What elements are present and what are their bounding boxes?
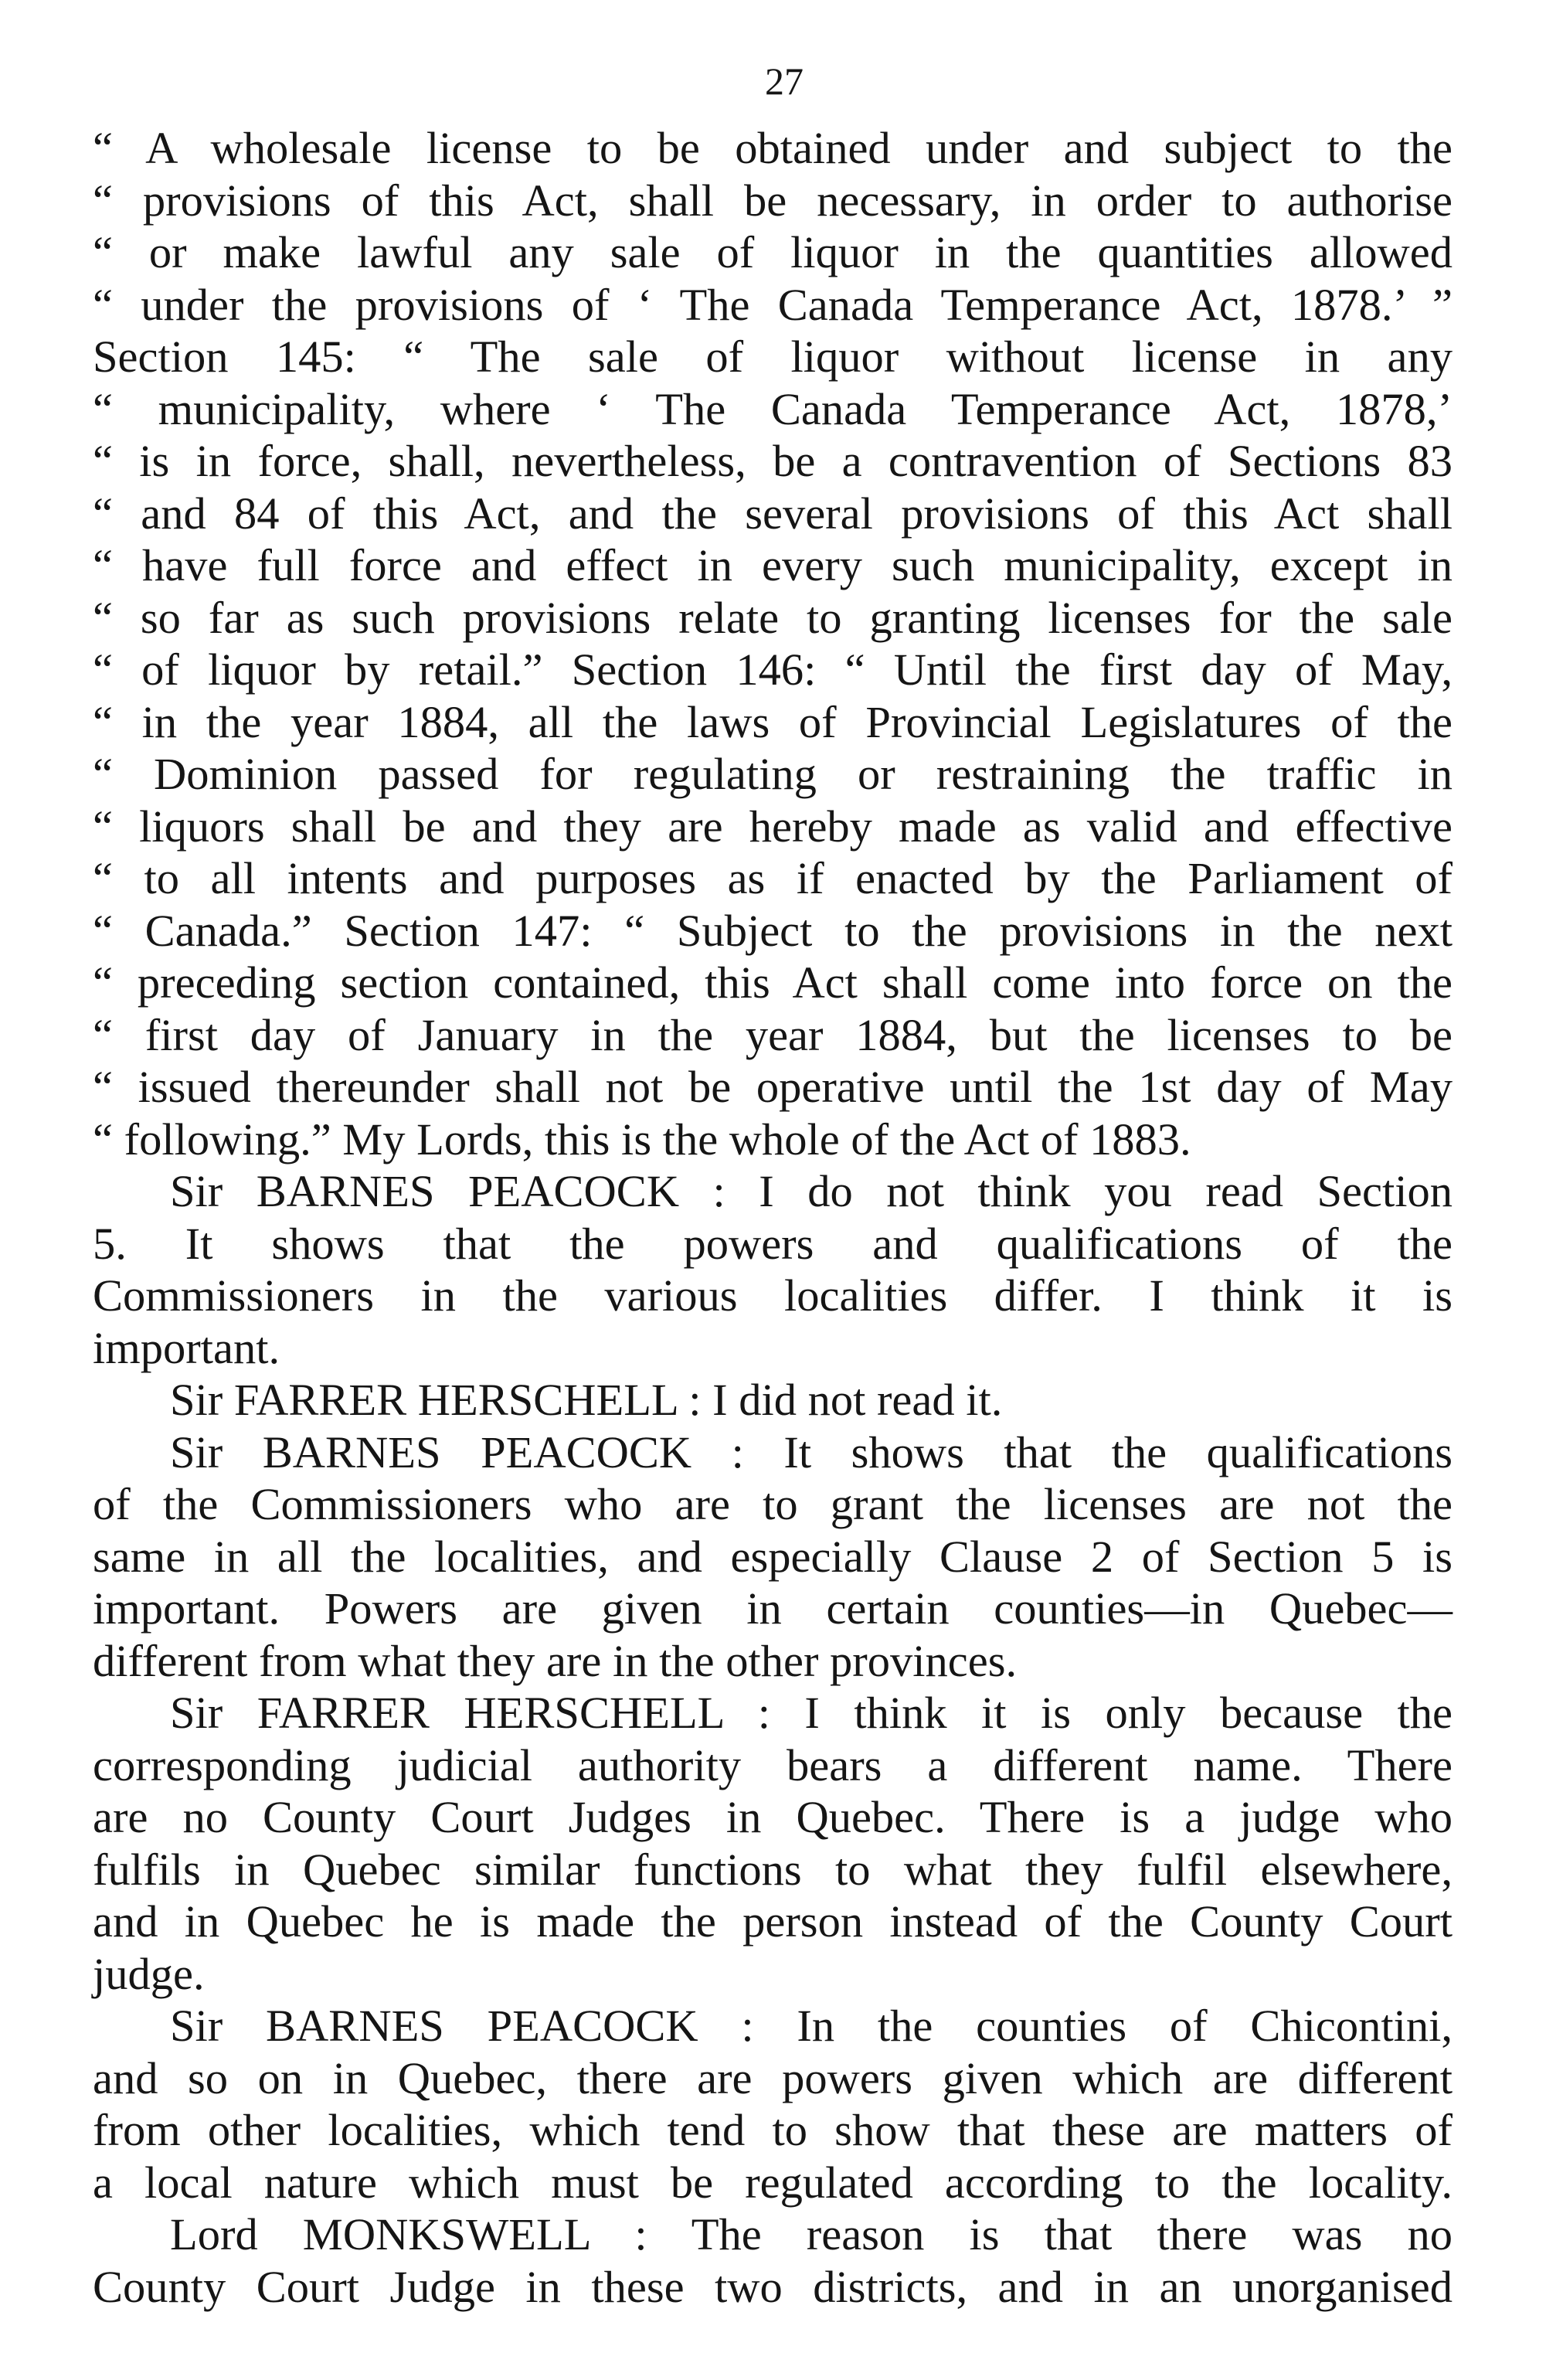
text-line: “ and 84 of this Act, and the several provisions of this Act shall bbox=[93, 488, 1453, 539]
text-line: 5. It shows that the powers and qualifications of the bbox=[93, 1218, 1453, 1269]
text-line: judge. bbox=[93, 1948, 205, 1999]
text-line: “ liquors shall be and they are hereby made as valid and effective bbox=[93, 801, 1453, 852]
text-line: Section 145: “ The sale of liquor without license in any bbox=[93, 332, 1453, 382]
text-line: “ first day of January in the year 1884, but the licenses to be bbox=[93, 1009, 1453, 1060]
text-line: corresponding judicial authority bears a different name. There bbox=[93, 1739, 1453, 1790]
text-line: Sir BARNES PEACOCK : In the counties of Chicontini, bbox=[170, 2001, 1453, 2051]
text-line: fulfils in Quebec similar functions to what they fulfil elsewhere, bbox=[93, 1844, 1453, 1895]
text-line: “ following.” My Lords, this is the whole of the Act of 1883. bbox=[93, 1114, 1191, 1164]
text-line: “ to all intents and purposes as if enacted by the Parliament of bbox=[93, 853, 1453, 903]
text-line: “ A wholesale license to be obtained under and subject to the bbox=[93, 123, 1453, 173]
text-line: different from what they are in the other provinces. bbox=[93, 1635, 1018, 1686]
text-line: “ have full force and effect in every such municipality, except in bbox=[93, 540, 1453, 590]
text-line: “ issued thereunder shall not be operative until the 1st day of May bbox=[93, 1062, 1453, 1112]
text-line: from other localities, which tend to show that these are matters of bbox=[93, 2105, 1453, 2155]
text-line: Commissioners in the various localities differ. I think it is bbox=[93, 1270, 1453, 1321]
text-line: Lord MONKSWELL : The reason is that there was no bbox=[170, 2209, 1453, 2259]
document-page bbox=[93, 46, 1453, 2313]
text-line: “ under the provisions of ‘ The Canada Temperance Act, 1878.’ ” bbox=[93, 279, 1453, 330]
text-line: important. Powers are given in certain counties—in Quebec— bbox=[93, 1583, 1453, 1634]
text-line: of the Commissioners who are to grant the licenses are not the bbox=[93, 1479, 1453, 1529]
text-line: “ of liquor by retail.” Section 146: “ Until the first day of May, bbox=[93, 644, 1453, 695]
text-line: “ provisions of this Act, shall be necessary, in order to authorise bbox=[93, 175, 1453, 226]
text-line: Sir FARRER HERSCHELL : I did not read it. bbox=[170, 1375, 1003, 1425]
text-line: a local nature which must be regulated according to the locality. bbox=[93, 2157, 1453, 2208]
text-line: important. bbox=[93, 1322, 280, 1373]
text-line: and in Quebec he is made the person instead of the County Court bbox=[93, 1896, 1453, 1946]
text-line: Sir BARNES PEACOCK : I do not think you read Section bbox=[170, 1166, 1453, 1216]
text-line: and so on in Quebec, there are powers given which are different bbox=[93, 2052, 1453, 2103]
text-line: same in all the localities, and especially Clause 2 of Section 5 is bbox=[93, 1531, 1453, 1582]
text-line: “ in the year 1884, all the laws of Provincial Legislatures of the bbox=[93, 696, 1453, 747]
text-line: “ Canada.” Section 147: “ Subject to the provisions in the next bbox=[93, 905, 1453, 956]
text-line: “ preceding section contained, this Act shall come into force on the bbox=[93, 957, 1453, 1008]
text-line: Sir BARNES PEACOCK : It shows that the qualifications bbox=[170, 1426, 1453, 1477]
text-line: “ municipality, where ‘ The Canada Temperance Act, 1878,’ bbox=[93, 383, 1453, 434]
text-line: “ so far as such provisions relate to granting licenses for the sale bbox=[93, 592, 1453, 643]
body-text bbox=[93, 122, 1453, 2313]
text-line: “ or make lawful any sale of liquor in the quantities allowed bbox=[93, 227, 1453, 277]
text-line: are no County Court Judges in Quebec. There is a judge who bbox=[93, 1792, 1453, 1842]
text-line: “ Dominion passed for regulating or restraining the traffic in bbox=[93, 749, 1453, 799]
text-line: Sir FARRER HERSCHELL : I think it is only because the bbox=[170, 1688, 1453, 1738]
page-number: 27 bbox=[765, 60, 804, 103]
text-line: “ is in force, shall, nevertheless, be a contravention of Sections 83 bbox=[93, 436, 1453, 486]
text-line: County Court Judge in these two districts, and in an unorganised bbox=[93, 2261, 1453, 2312]
